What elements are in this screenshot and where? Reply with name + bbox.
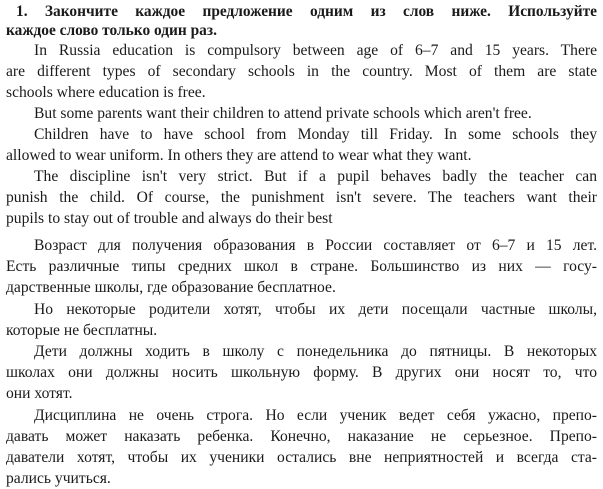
text-line: are different types of secondary schools in the country. Most of them are state xyxy=(6,63,597,80)
text-line: Есть различные типы средних школ в стране. Большинство из них — госу- xyxy=(6,258,597,276)
text-line: даватели хотят, чтобы их ученики остались вне неприятностей и всегда ста- xyxy=(6,449,597,467)
russian-paragraph-4 xyxy=(6,405,597,489)
text-line: punish the child. Of course, the punishment isn't severe. The teachers want their xyxy=(6,189,597,206)
text-line: But some parents want their children to attend private schools which aren't free. xyxy=(34,105,532,122)
text-line: Дисциплина не очень строга. Но если ученик ведет себя ужасно, препо- xyxy=(34,406,597,424)
text-line: Но некоторые родители хотят, чтобы их дети посещали частные школы, xyxy=(34,300,597,318)
text-line: рались учиться. xyxy=(6,470,111,488)
english-paragraph-2 xyxy=(6,103,597,124)
text-line: давать может наказать ребенка. Конечно, наказание не серьезное. Препо- xyxy=(6,427,597,445)
task-number: 1. xyxy=(16,3,28,20)
text-line: Возраст для получения образования в России составляет от 6–7 и 15 лет. xyxy=(34,237,597,254)
text-line: pupils to stay out of trouble and always do their best xyxy=(6,210,333,227)
text-line: allowed to wear uniform. In others they are attend to wear what they want. xyxy=(6,147,472,164)
russian-paragraph-1 xyxy=(6,235,597,299)
text-line: Children have to have school from Monday till Friday. In some schools they xyxy=(34,126,597,143)
text-line: школах они должны носить школьную форму. В других они носят то, что xyxy=(6,364,597,382)
english-paragraph-3 xyxy=(6,124,597,166)
text-line: Дети должны ходить в школу с понедельника до пятницы. В некоторых xyxy=(34,343,597,361)
text-line: The discipline isn't very strict. But if a pupil behaves badly the teacher can xyxy=(34,168,597,185)
task-heading-line-1 xyxy=(6,2,597,21)
task-heading-text-1: Закончите каждое предложение одним из слов ниже. Используйте xyxy=(44,3,597,20)
russian-paragraph-3 xyxy=(6,341,597,405)
english-paragraph-1 xyxy=(6,40,597,103)
text-line: schools where education is free. xyxy=(6,84,206,101)
text-line: In Russia education is compulsory between age of 6–7 and 15 years. There xyxy=(34,42,597,59)
text-line: они хотят. xyxy=(6,385,73,403)
text-line: дарственные школы, где образование бесплатное. xyxy=(6,279,336,297)
english-text xyxy=(6,40,597,229)
russian-text xyxy=(6,235,597,489)
task-heading-line-2: каждое слово только один раз. xyxy=(6,22,217,39)
english-paragraph-4 xyxy=(6,166,597,229)
text-line: которые не бесплатны. xyxy=(6,321,158,339)
task-heading xyxy=(6,0,597,40)
russian-paragraph-2 xyxy=(6,299,597,341)
